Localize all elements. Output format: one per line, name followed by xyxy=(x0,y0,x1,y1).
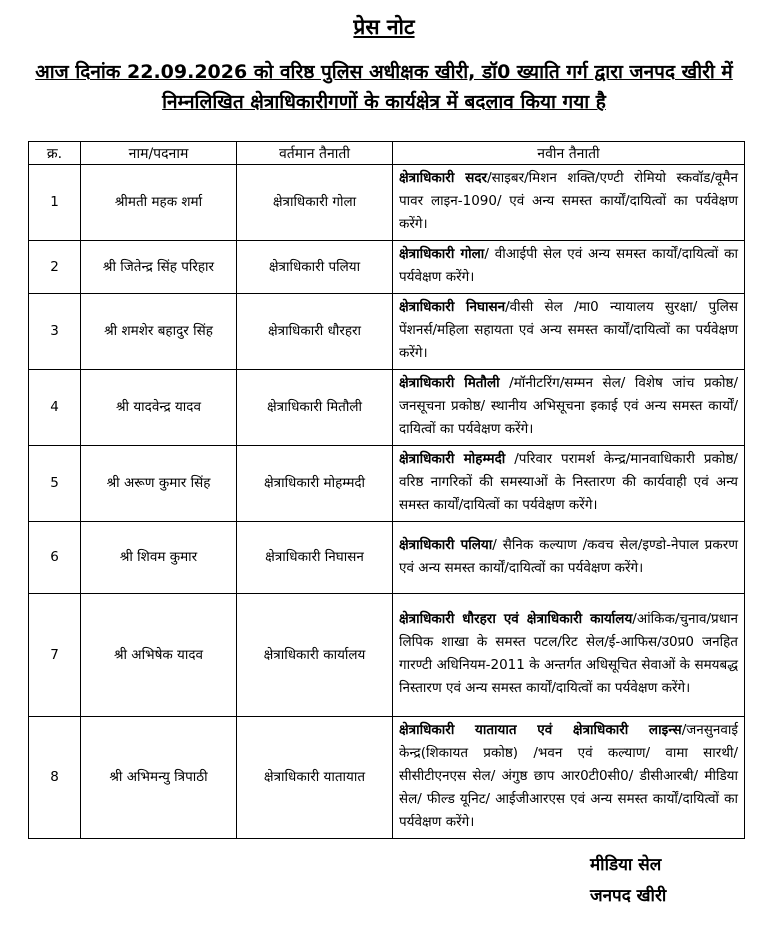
signature-district: जनपद खीरी xyxy=(590,886,667,906)
new-posting-title: क्षेत्राधिकारी सदर xyxy=(399,170,488,186)
row-new-posting xyxy=(393,241,745,294)
row-new-posting xyxy=(393,294,745,370)
row-name: श्री शिवम कुमार xyxy=(81,522,237,594)
header-serial: क्र. xyxy=(29,142,81,165)
row-new-posting xyxy=(393,165,745,241)
row-current-posting: क्षेत्राधिकारी धौरहरा xyxy=(237,294,393,370)
row-serial: 5 xyxy=(29,446,81,522)
header-current-posting: वर्तमान तैनाती xyxy=(237,142,393,165)
row-current-posting: क्षेत्राधिकारी कार्यालय xyxy=(237,594,393,717)
row-name: श्री शमशेर बहादुर सिंह xyxy=(81,294,237,370)
new-posting-title: क्षेत्राधिकारी धौरहरा एवं क्षेत्राधिकारी कार्यालय xyxy=(399,611,633,627)
row-serial: 8 xyxy=(29,717,81,839)
table-row xyxy=(29,522,745,594)
row-current-posting: क्षेत्राधिकारी मितौली xyxy=(237,370,393,446)
header-name: नाम/पदनाम xyxy=(81,142,237,165)
new-posting-details: /जनसुनवाई केन्द्र(शिकायत प्रकोष्ठ) /भवन एवं कल्याण/ वामा सारथी/ सीसीटीएनएस सेल/ अंगुष्ठ छाप आर0टी0सी0/ डीसीआरबी/ मीडिया सेल/ फील्ड यूनिट/ आईजीआरएस एवं अन्य समस्त कार्यों/दायित्वों का पर्यवेक्षण करेंगे। xyxy=(399,722,738,830)
row-serial: 7 xyxy=(29,594,81,717)
row-new-posting xyxy=(393,446,745,522)
row-name: श्रीमती महक शर्मा xyxy=(81,165,237,241)
new-posting-title: क्षेत्राधिकारी मोहम्मदी xyxy=(399,451,506,467)
new-posting-details: /आंकिक/चुनाव/प्रधान लिपिक शाखा के समस्त पटल/रिट सेल/ई-आफिस/उ0प्र0 जनहित गारण्टी अधिनियम-2011 के अन्तर्गत अधिसूचित सेवाओं के समयबद्ध निस्तारण एवं अन्य समस्त कार्यों/दायित्वों का पर्यवेक्षण करेंगे। xyxy=(399,611,738,696)
new-posting-title: क्षेत्राधिकारी निघासन xyxy=(399,299,506,315)
row-new-posting xyxy=(393,522,745,594)
row-serial: 6 xyxy=(29,522,81,594)
row-current-posting: क्षेत्राधिकारी निघासन xyxy=(237,522,393,594)
row-name: श्री जितेन्द्र सिंह परिहार xyxy=(81,241,237,294)
header-new-posting: नवीन तैनाती xyxy=(393,142,745,165)
row-new-posting xyxy=(393,594,745,717)
row-serial: 4 xyxy=(29,370,81,446)
row-new-posting xyxy=(393,370,745,446)
table-row xyxy=(29,717,745,839)
row-new-posting xyxy=(393,717,745,839)
table-row xyxy=(29,241,745,294)
row-serial: 3 xyxy=(29,294,81,370)
row-current-posting: क्षेत्राधिकारी मोहम्मदी xyxy=(237,446,393,522)
row-name: श्री अभिमन्यु त्रिपाठी xyxy=(81,717,237,839)
table-row xyxy=(29,446,745,522)
row-current-posting: क्षेत्राधिकारी यातायात xyxy=(237,717,393,839)
intro-paragraph: आज दिनांक 22.09.2026 को वरिष्ठ पुलिस अधीक्षक खीरी, डॉ0 ख्याति गर्ग द्वारा जनपद खीरी में निम्नलिखित क्षेत्राधिकारीगणों के कार्यक्षेत्र में बदलाव किया गया है xyxy=(35,61,733,113)
row-name: श्री अभिषेक यादव xyxy=(81,594,237,717)
page-title: प्रेस नोट xyxy=(353,15,415,39)
new-posting-details: /मॉनीटरिंग/सम्मन सेल/ विशेष जांच प्रकोष्ठ/ जनसूचना प्रकोष्ठ/ स्थानीय अभिसूचना इकाई एवं अन्य समस्त कार्यों/ दायित्वों का पर्यवेक्षण करेंगे। xyxy=(399,375,738,437)
new-posting-details: /वीसी सेल /मा0 न्यायालय सुरक्षा/ पुलिस पेंशनर्स/महिला सहायता एवं अन्य समस्त कार्यों/दायित्वों का पर्यवेक्षण करेंगे। xyxy=(399,299,738,361)
new-posting-details: /साइबर/मिशन शक्ति/एण्टी रोमियो स्कवॉड/वूमैन पावर लाइन-1090/ एवं अन्य समस्त कार्यों/दायित्वों का पर्यवेक्षण करेंगे। xyxy=(399,170,738,232)
row-serial: 2 xyxy=(29,241,81,294)
new-posting-title: क्षेत्राधिकारी पलिया xyxy=(399,536,493,553)
new-posting-details: / सैनिक कल्याण /कवच सेल/इण्डो-नेपाल प्रकरण एवं अन्य समस्त कार्यों/दायित्वों का पर्यवेक्षण करेंगे। xyxy=(399,536,738,576)
row-name: श्री अरूण कुमार सिंह xyxy=(81,446,237,522)
table-row xyxy=(29,594,745,717)
new-posting-title: क्षेत्राधिकारी मितौली xyxy=(399,375,500,391)
table-row xyxy=(29,165,745,241)
row-name: श्री यादवेन्द्र यादव xyxy=(81,370,237,446)
new-posting-details: / वीआईपी सेल एवं अन्य समस्त कार्यों/दायित्वों का पर्यवेक्षण करेंगे। xyxy=(399,246,738,285)
signature-media-cell: मीडिया सेल xyxy=(590,855,662,875)
table-header-row xyxy=(29,142,745,165)
posting-table xyxy=(28,141,745,839)
row-serial: 1 xyxy=(29,165,81,241)
row-current-posting: क्षेत्राधिकारी पलिया xyxy=(237,241,393,294)
new-posting-title: क्षेत्राधिकारी गोला xyxy=(399,246,485,262)
row-current-posting: क्षेत्राधिकारी गोला xyxy=(237,165,393,241)
table-row xyxy=(29,370,745,446)
table-row xyxy=(29,294,745,370)
new-posting-title: क्षेत्राधिकारी यातायात एवं क्षेत्राधिकारी लाइन्स xyxy=(399,722,682,738)
new-posting-details: /परिवार परामर्श केन्द्र/मानवाधिकारी प्रकोष्ठ/वरिष्ठ नागरिकों की समस्याओं के निस्तारण की कार्यवाही एवं अन्य समस्त कार्यों/दायित्वों का पर्यवेक्षण करेंगे। xyxy=(399,451,738,513)
